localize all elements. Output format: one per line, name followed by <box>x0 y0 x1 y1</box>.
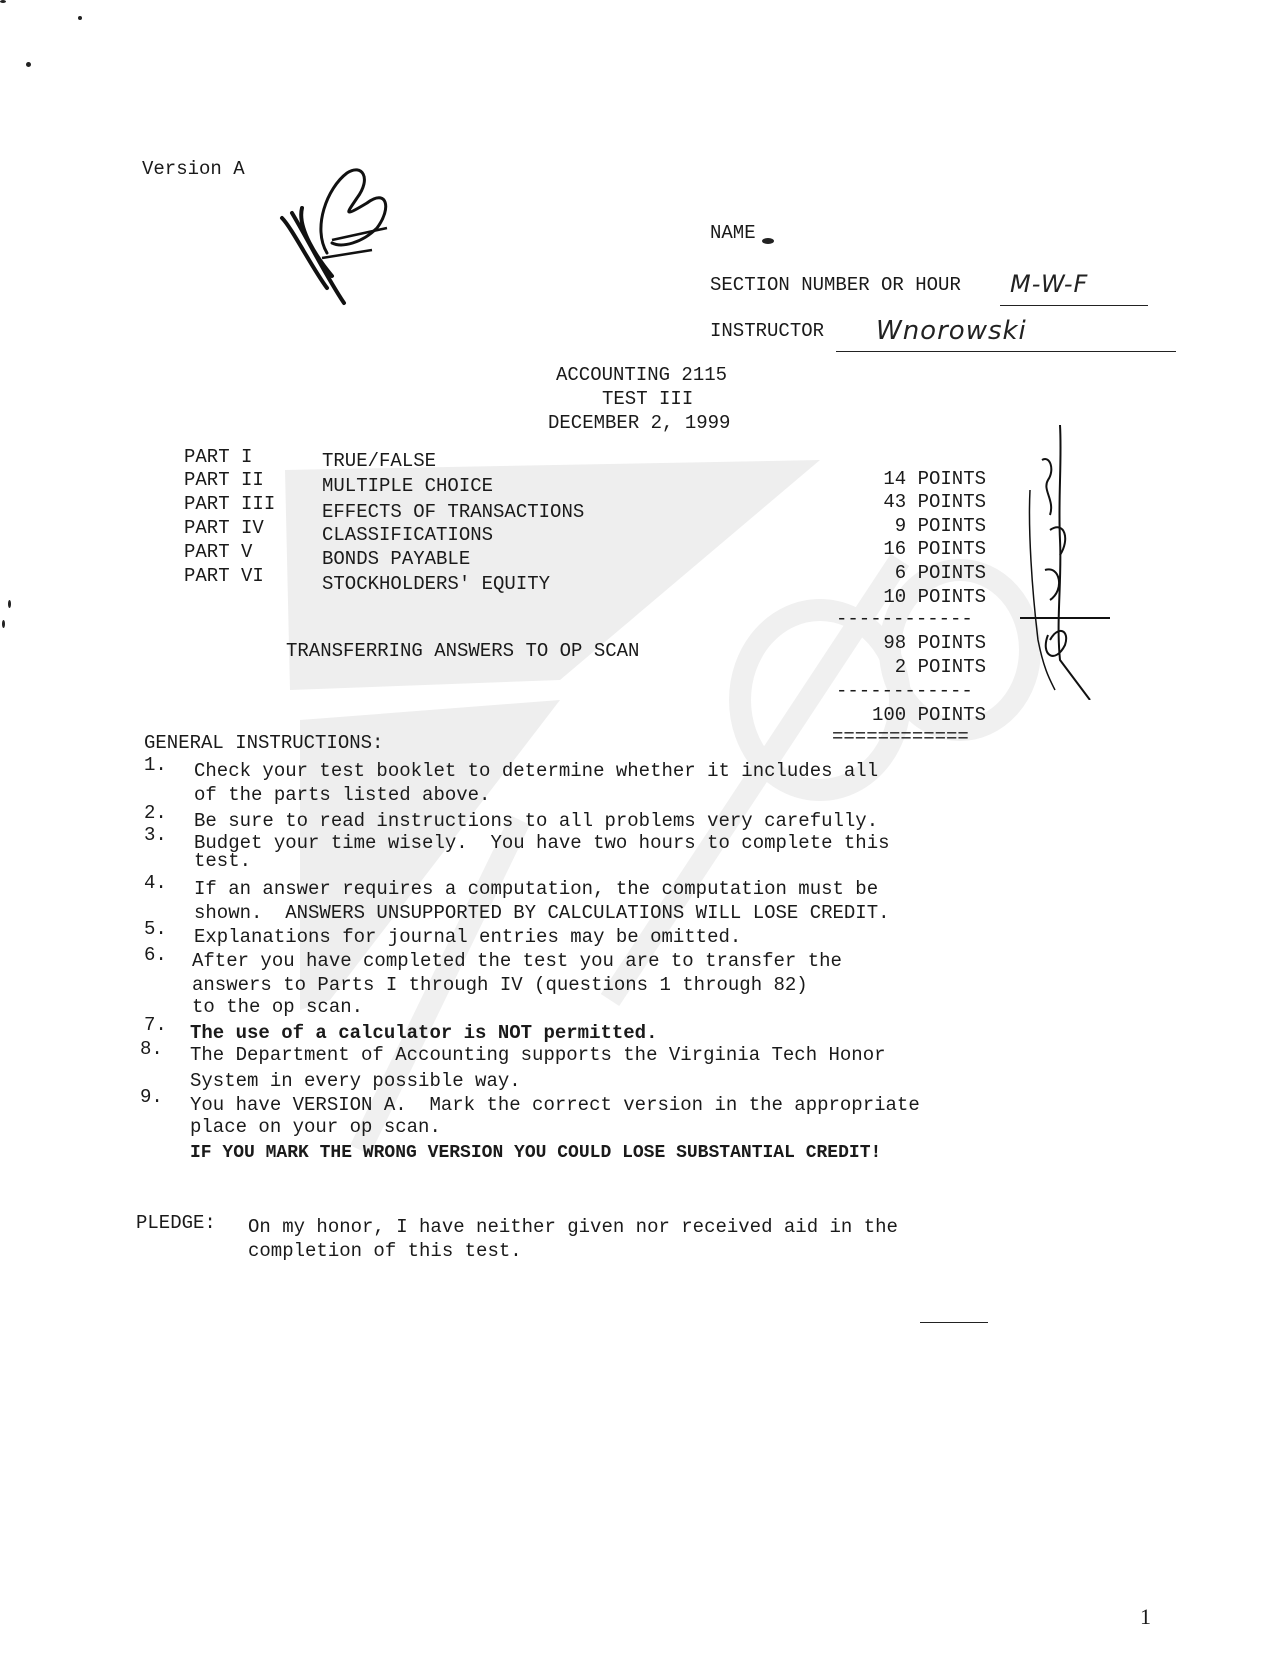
instruction-number: 9. <box>140 1086 163 1108</box>
subtotal-points: 98 POINTS <box>883 632 986 654</box>
part-name: EFFECTS OF TRANSACTIONS <box>322 501 585 523</box>
instructor-underline <box>836 351 1176 352</box>
part-number: PART IV <box>184 517 264 539</box>
course-title: ACCOUNTING 2115 <box>556 364 728 386</box>
part-name: TRUE/FALSE <box>322 450 437 472</box>
instruction-number: 3. <box>144 824 167 846</box>
instruction-line: shown. ANSWERS UNSUPPORTED BY CALCULATIONS WILL LOSE CREDIT. <box>194 902 890 924</box>
part-number: PART VI <box>184 565 264 587</box>
ink-mark <box>762 238 774 244</box>
transfer-label: TRANSFERRING ANSWERS TO OP SCAN <box>286 640 640 662</box>
part-points: 16 POINTS <box>883 538 986 560</box>
total-double-line: ============ <box>832 726 969 748</box>
scan-speck <box>2 620 5 628</box>
instruction-number: 5. <box>144 918 167 940</box>
instruction-number: 4. <box>144 872 167 894</box>
page-number: 1 <box>1140 1604 1151 1629</box>
instruction-line: If an answer requires a computation, the computation must be <box>194 878 879 900</box>
scan-speck <box>26 62 31 67</box>
instruction-line: You have VERSION A. Mark the correct version in the appropriate <box>190 1094 920 1116</box>
instructor-label: INSTRUCTOR <box>710 320 825 342</box>
section-underline <box>1000 305 1148 306</box>
part-name: MULTIPLE CHOICE <box>322 475 494 497</box>
total-points: 100 POINTS <box>871 704 986 726</box>
instruction-line: After you have completed the test you are to transfer the <box>192 950 842 972</box>
scan-speck <box>8 600 11 608</box>
total-dash-line: ------------ <box>836 680 973 702</box>
test-title: TEST III <box>602 388 694 410</box>
instruction-line: place on your op scan. <box>190 1116 441 1138</box>
scan-speck <box>78 16 82 20</box>
instruction-line: Be sure to read instructions to all problems very carefully. <box>194 810 879 832</box>
part-name: STOCKHOLDERS' EQUITY <box>322 573 551 595</box>
grader-handwritten-marks <box>1020 420 1110 700</box>
part-number: PART V <box>184 541 253 563</box>
wrong-version-warning: IF YOU MARK THE WRONG VERSION YOU COULD LOSE SUBSTANTIAL CREDIT! <box>190 1143 882 1163</box>
instruction-line: System in every possible way. <box>190 1070 521 1092</box>
part-points: 6 POINTS <box>894 562 986 584</box>
part-points: 43 POINTS <box>883 491 986 513</box>
transfer-points: 2 POINTS <box>894 656 986 678</box>
part-number: PART II <box>184 469 264 491</box>
instruction-line: Explanations for journal entries may be omitted. <box>194 926 742 948</box>
instruction-number: 7. <box>144 1014 167 1036</box>
instruction-line: Budget your time wisely. You have two hours to complete this <box>194 832 890 854</box>
part-number: PART I <box>184 446 253 468</box>
section-value-handwritten: M-W-F <box>1010 270 1089 298</box>
test-date: DECEMBER 2, 1999 <box>548 412 731 434</box>
part-name: BONDS PAYABLE <box>322 548 471 570</box>
scan-speck <box>0 0 6 3</box>
pledge-label: PLEDGE: <box>136 1212 216 1234</box>
instruction-line: The Department of Accounting supports the Virginia Tech Honor <box>190 1044 886 1066</box>
handwritten-initials-signature <box>272 158 422 310</box>
instruction-line: answers to Parts I through IV (questions 1 through 82) <box>192 974 808 996</box>
instruction-line: Check your test booklet to determine whether it includes all <box>194 760 879 782</box>
name-label: NAME <box>710 222 756 244</box>
instruction-number: 2. <box>144 802 167 824</box>
signature-line <box>920 1322 988 1323</box>
instructor-value-handwritten: Wnorowski <box>876 316 1027 346</box>
instruction-line-bold: The use of a calculator is NOT permitted. <box>190 1022 658 1044</box>
instruction-line: of the parts listed above. <box>194 784 491 806</box>
pledge-line: On my honor, I have neither given nor received aid in the <box>248 1216 898 1238</box>
version-label: Version A <box>142 158 245 180</box>
part-number: PART III <box>184 493 276 515</box>
instruction-number: 6. <box>144 944 167 966</box>
instructions-heading: GENERAL INSTRUCTIONS: <box>144 732 384 754</box>
instruction-line: to the op scan. <box>192 996 364 1018</box>
part-points: 9 POINTS <box>894 515 986 537</box>
part-points: 14 POINTS <box>883 468 986 490</box>
part-points: 10 POINTS <box>883 586 986 608</box>
pledge-line: completion of this test. <box>248 1240 522 1262</box>
instruction-number: 1. <box>144 754 167 776</box>
instruction-line: test. <box>194 850 252 872</box>
instruction-number: 8. <box>140 1038 163 1060</box>
subtotal-dash-line: ------------ <box>836 608 973 630</box>
part-name: CLASSIFICATIONS <box>322 524 494 546</box>
section-label: SECTION NUMBER OR HOUR <box>710 274 961 296</box>
